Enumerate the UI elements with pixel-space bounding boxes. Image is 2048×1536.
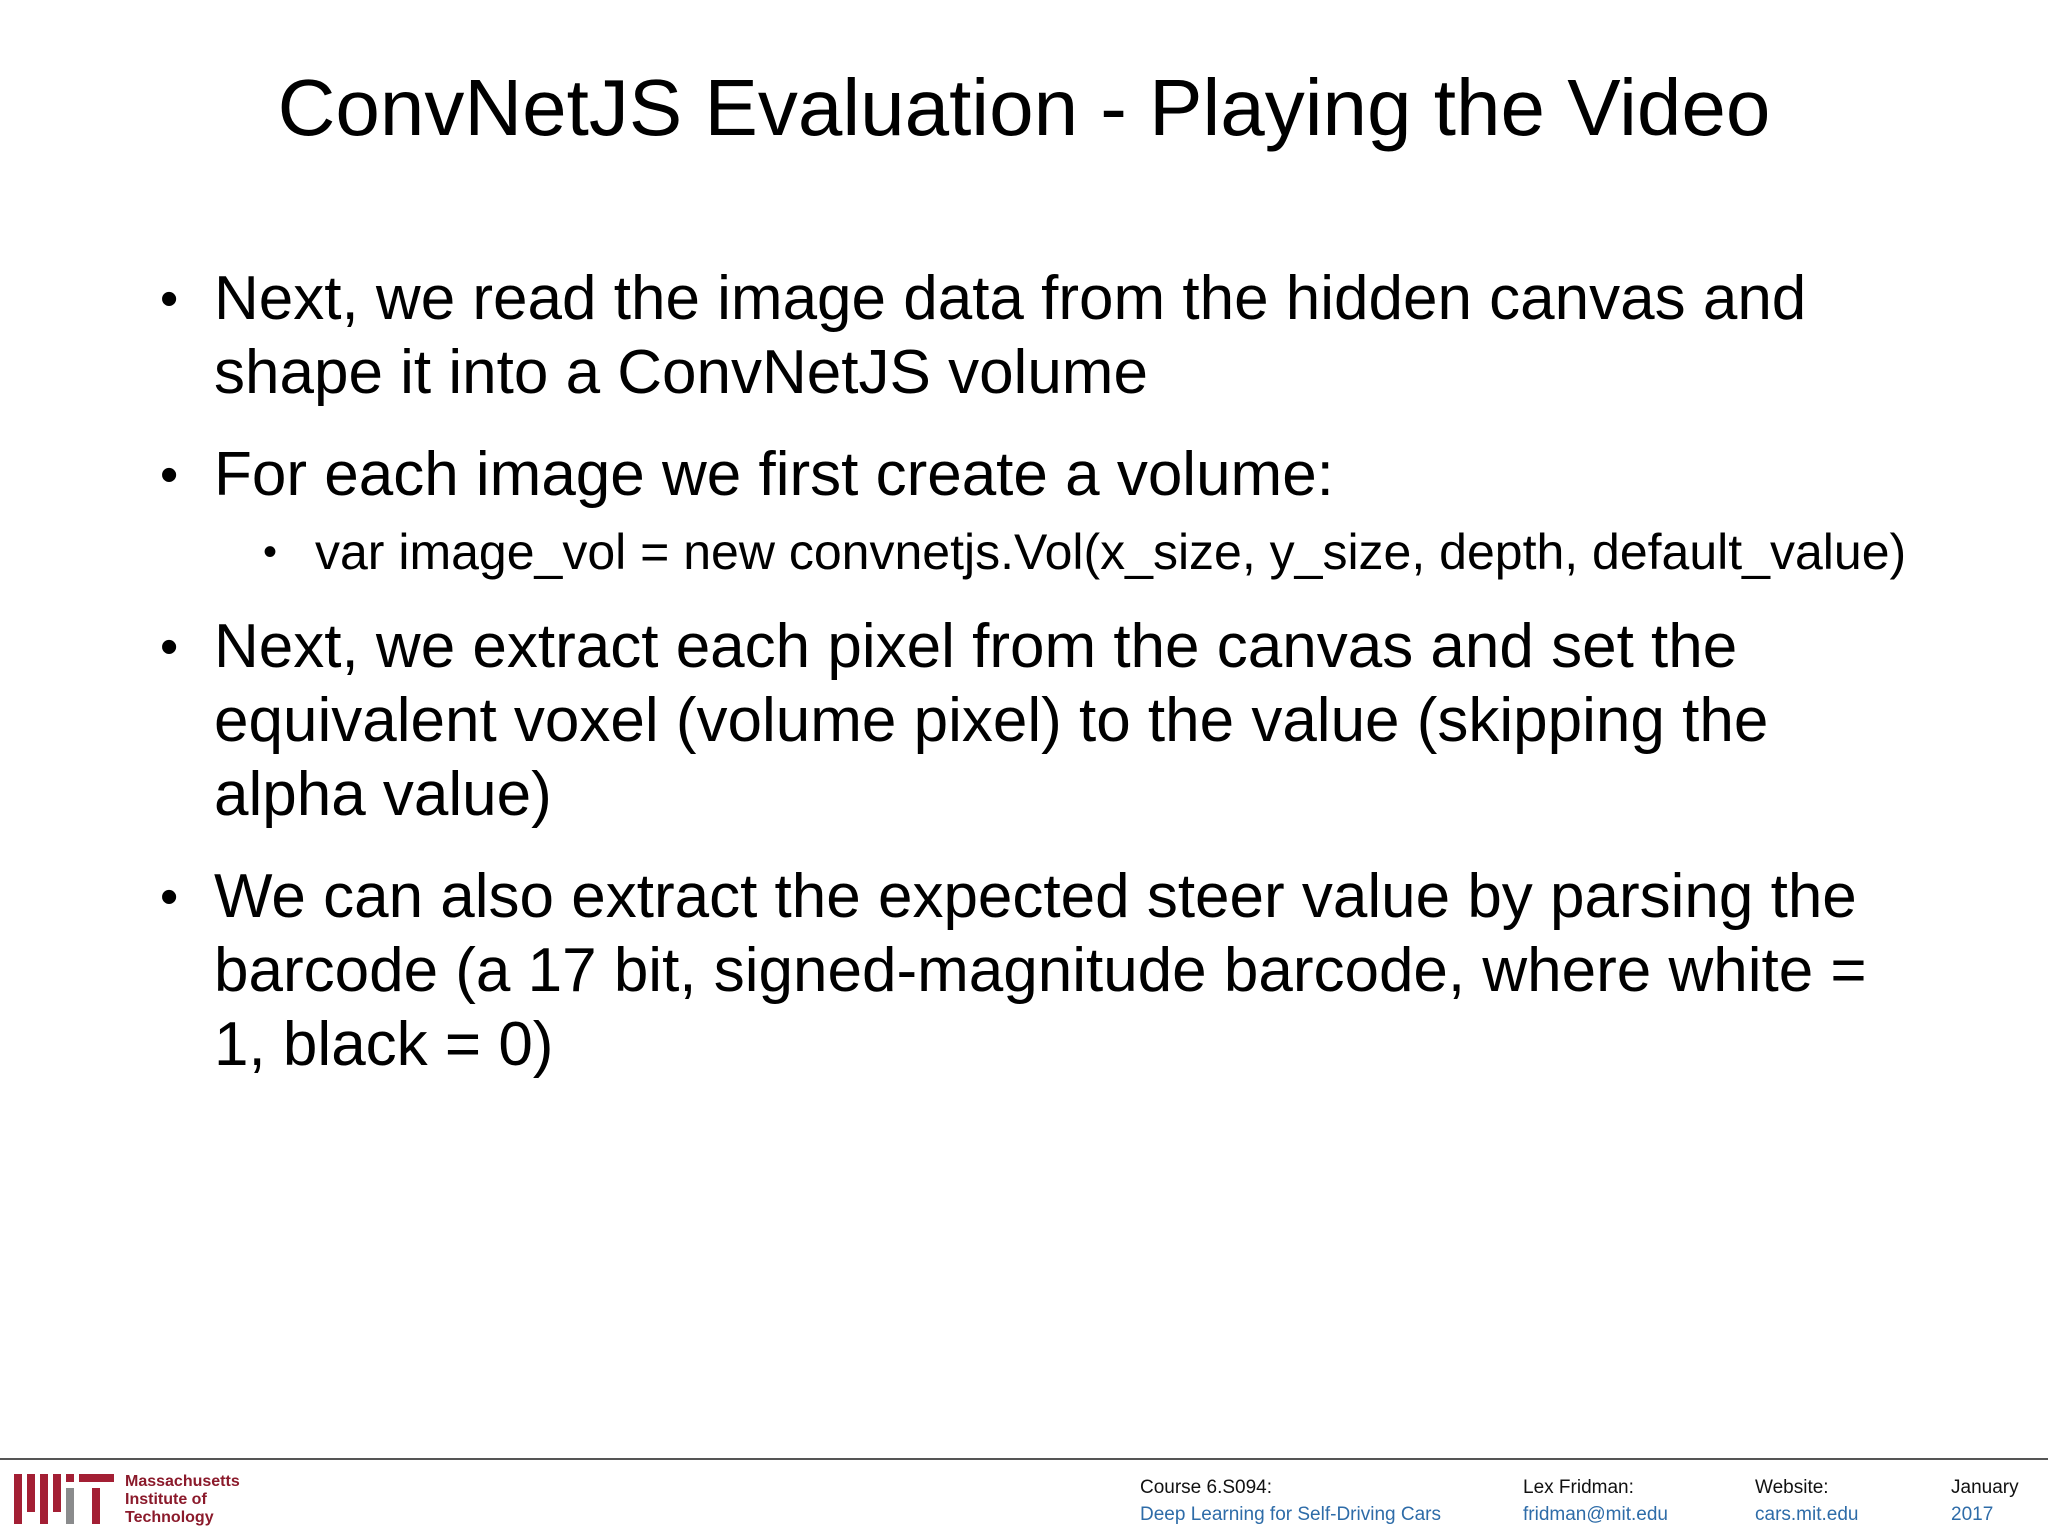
bullet-text: Next, we extract each pixel from the canvas and set the equivalent voxel (volume pixel) to the value (skipping the alpha value) [214,612,1769,829]
footer-course-value[interactable]: Deep Learning for Self-Driving Cars [1140,1504,1441,1525]
bullet-item [160,860,1920,1082]
bullet-text: We can also extract the expected steer value by parsing the barcode (a 17 bit, signed-magnitude barcode, where white = 1, black = 0) [214,862,1867,1079]
slide-body [160,262,1920,1110]
mit-wordmark-line: Massachusetts [125,1473,240,1490]
footer-course [1140,1474,1441,1528]
bullet-icon: • [160,270,179,328]
slide-title: ConvNetJS Evaluation - Playing the Video [277,63,1771,152]
bullet-icon: • [160,446,179,504]
mit-logo-icon [14,1474,114,1524]
sub-bullet-text: var image_vol = new convnetjs.Vol(x_size, y_size, depth, default_value) [315,524,1907,580]
bullet-text: Next, we read the image data from the hidden canvas and shape it into a ConvNetJS volume [214,264,1807,407]
slide-footer [0,1458,2048,1536]
bullet-icon: • [160,618,179,676]
sub-bullet-item [160,522,1920,582]
bullet-item [160,610,1920,832]
bullet-icon: • [160,868,179,926]
bullet-item [160,438,1920,512]
mit-wordmark-line: Institute of [125,1491,207,1508]
footer-author [1523,1474,1668,1528]
mit-wordmark-line: Technology [125,1509,214,1526]
footer-date [1951,1474,2019,1528]
footer-date-month: January [1951,1477,2019,1498]
bullet-item [160,262,1920,410]
bullet-text: For each image we first create a volume: [214,440,1334,509]
mit-wordmark [125,1473,240,1527]
sub-bullet-icon: • [263,530,278,574]
footer-date-year: 2017 [1951,1504,1994,1525]
footer-website-link[interactable]: cars.mit.edu [1755,1504,1859,1525]
footer-course-label: Course 6.S094: [1140,1477,1273,1498]
footer-website [1755,1474,1858,1528]
footer-author-email-link[interactable]: fridman@mit.edu [1523,1504,1668,1525]
footer-author-label: Lex Fridman: [1523,1477,1634,1498]
footer-website-label: Website: [1755,1477,1829,1498]
